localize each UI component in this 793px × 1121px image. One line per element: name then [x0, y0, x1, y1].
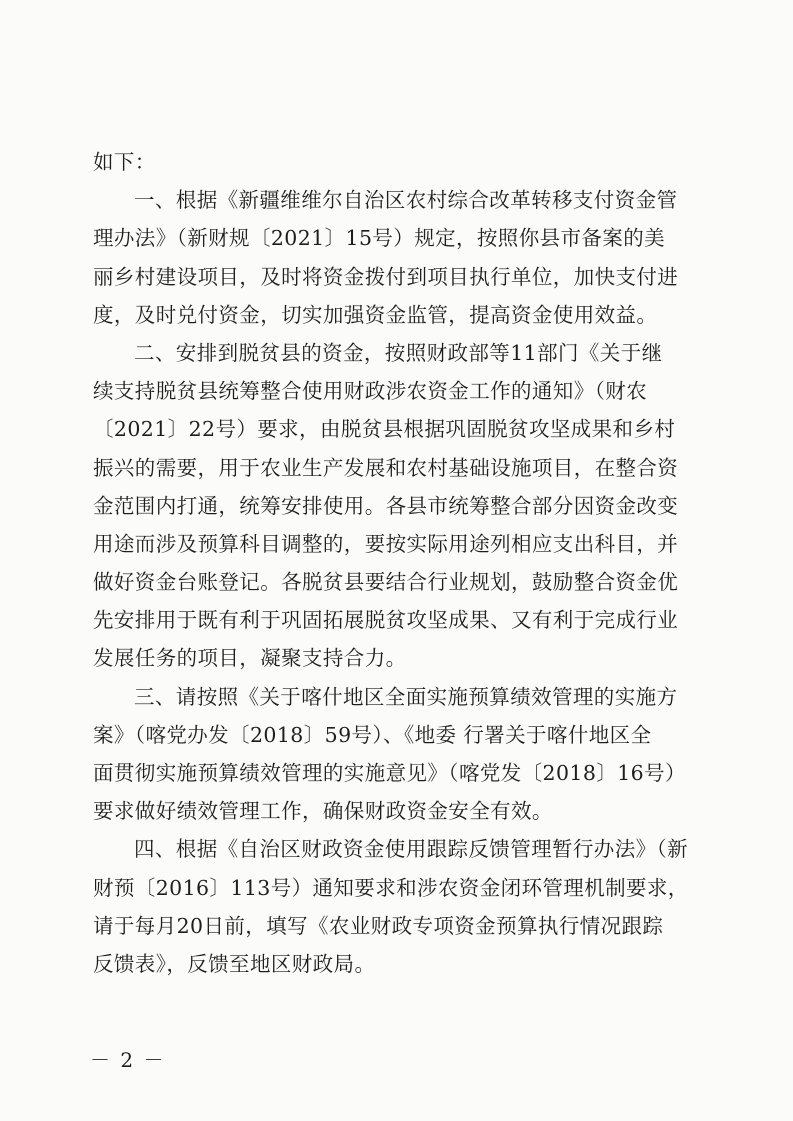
paragraph-line: 反馈表》，反馈至地区财政局。 — [93, 951, 376, 976]
paragraph-line: 做好资金台账登记。各脱贫县要结合行业规划，鼓励整合资金优 — [93, 570, 679, 595]
paragraph-line: 财预〔2016〕113号）通知要求和涉农资金闭环管理机制要求， — [93, 875, 689, 900]
paragraph-line: 四、根据《自治区财政资金使用跟踪反馈管理暂行办法》（新 — [134, 837, 689, 862]
paragraph-line: 续支持脱贫县统筹整合使用财政涉农资金工作的通知》（财农 — [93, 379, 648, 404]
paragraph-3 — [93, 678, 700, 831]
paragraph-line: 〔2021〕22号）要求，由脱贫县根据巩固脱贫攻坚成果和乡村 — [93, 417, 676, 442]
paragraph-line: 振兴的需要，用于农业生产发展和农村基础设施项目，在整合资 — [93, 455, 679, 480]
document-body — [93, 143, 700, 983]
paragraph-line: 度，及时兑付资金，切实加强资金监管，提高资金使用效益。 — [93, 302, 658, 327]
paragraph-line: 案》（喀党办发〔2018〕59号）、《地委 行署关于喀什地区全 — [93, 722, 652, 747]
paragraph-4 — [93, 830, 700, 983]
paragraph-line: 二、安排到脱贫县的资金，按照财政部等11部门《关于继 — [134, 340, 663, 365]
opening-line: 如下： — [93, 150, 156, 174]
page-number: － 2 － — [90, 1048, 166, 1072]
paragraph-line: 面贯彻实施预算绩效管理的实施意见》（喀党发〔2018〕16号） — [93, 761, 686, 785]
paragraph-line: 先安排用于既有利于巩固拓展脱贫攻坚成果、又有利于完成行业 — [93, 608, 679, 633]
paragraph-line: 用途而涉及预算科目调整的，要按实际用途列相应支出科目，并 — [93, 531, 679, 556]
paragraph-line: 要求做好绩效管理工作，确保财政资金安全有效。 — [93, 799, 553, 824]
paragraph-line: 丽乡村建设项目，及时将资金拨付到项目执行单位，加快支付进 — [93, 264, 679, 289]
paragraph-1 — [93, 181, 700, 334]
paragraph-line: 三、请按照《关于喀什地区全面实施预算绩效管理的实施方 — [134, 684, 678, 709]
paragraph-line: 理办法》（新财规〔2021〕15号）规定，按照你县市备案的美 — [93, 226, 666, 251]
paragraph-2 — [93, 334, 700, 678]
paragraph-line: 发展任务的项目，凝聚支持合力。 — [93, 646, 407, 671]
paragraph-line: 金范围内打通，统筹安排使用。各县市统筹整合部分因资金改变 — [93, 493, 679, 518]
paragraph-line: 一、根据《新疆维维尔自治区农村综合改革转移支付资金管 — [134, 188, 678, 213]
paragraph-line: 请于每月20日前，填写《农业财政专项资金预算执行情况跟踪 — [93, 913, 664, 938]
